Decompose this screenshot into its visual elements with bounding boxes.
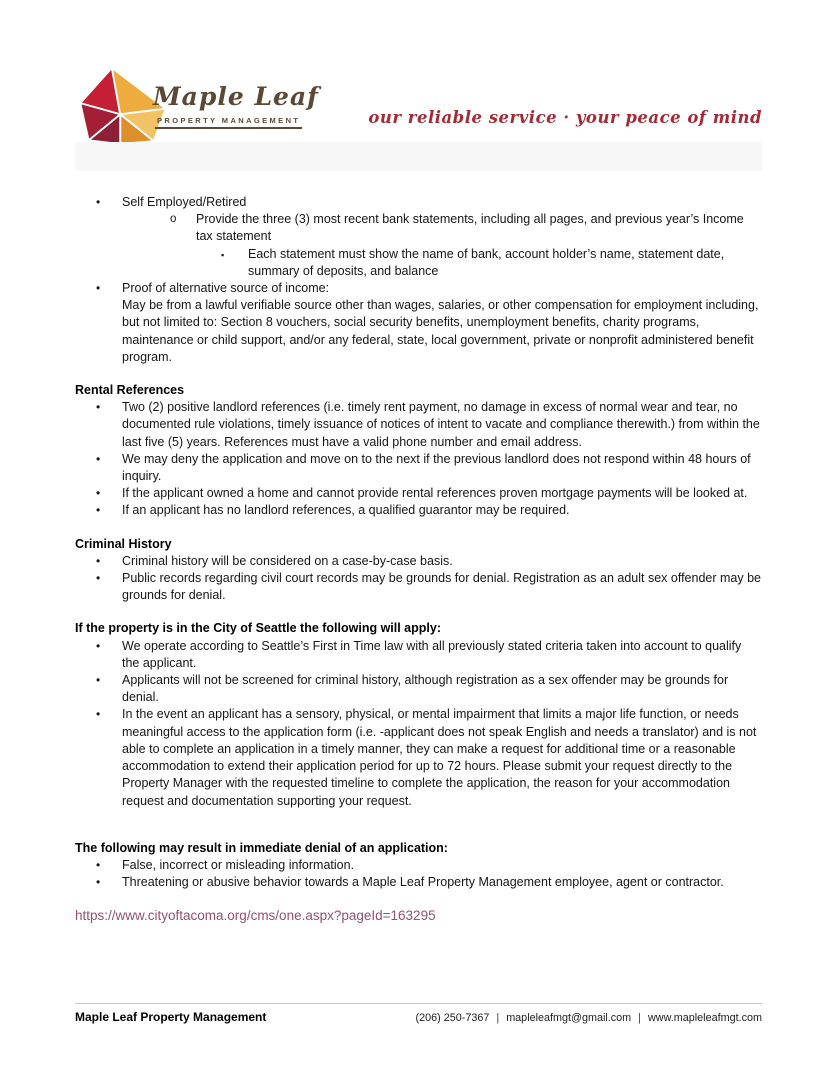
circle-marker-icon: o — [170, 213, 177, 226]
bullet-marker-icon: • — [96, 571, 101, 586]
bullet-marker-icon: • — [96, 707, 101, 722]
item-text: If the applicant owned a home and cannot provide rental references proven mortgage payments will be looked at. — [122, 486, 748, 501]
bullet-marker-icon: • — [96, 673, 101, 688]
paragraph — [75, 297, 762, 366]
brand-name: Maple Leaf — [153, 82, 319, 111]
footer-email: mapleleafmgt@gmail.com — [506, 1012, 632, 1024]
brand-subtitle: PROPERTY MANAGEMENT — [155, 115, 302, 129]
link-row — [75, 907, 762, 925]
footer-phone: (206) 250-7367 — [415, 1012, 490, 1024]
document-section — [75, 382, 762, 520]
list-item — [75, 246, 762, 280]
bullet-marker-icon: • — [96, 638, 101, 653]
item-text: We may deny the application and move on to the next if the previous landlord does not respond within 48 hours of inquiry. — [122, 451, 751, 484]
footer-separator: | — [496, 1012, 500, 1024]
bullet-marker-icon: • — [96, 503, 101, 518]
list-item — [75, 553, 762, 570]
page-header — [0, 0, 835, 180]
cityoftacoma-link[interactable]: https://www.cityoftacoma.org/cms/one.aspx?pageId=163295 — [75, 908, 436, 924]
section-heading: If the property is in the City of Seattle the following will apply: — [75, 621, 441, 636]
item-text: Each statement must show the name of bank, account holder’s name, statement date, summary of deposits, and balance — [248, 246, 725, 278]
list-item — [75, 211, 762, 245]
bullet-marker-icon: • — [96, 195, 101, 209]
footer-separator: | — [638, 1012, 641, 1024]
item-text: Public records regarding civil court records may be grounds for denial. Registration as an adult sex offender may be grounds for denial. — [122, 571, 761, 603]
bullet-marker-icon: • — [96, 875, 101, 890]
item-text: Self Employed/Retired — [122, 195, 247, 209]
sections-host — [75, 194, 762, 891]
footer-contact — [416, 1012, 762, 1024]
section-heading: The following may result in immediate denial of an application: — [75, 840, 448, 855]
item-text: Proof of alternative source of income: — [122, 281, 330, 296]
list-item — [75, 485, 762, 502]
list-item — [75, 399, 762, 451]
bullet-marker-icon: • — [96, 553, 101, 568]
document-body — [75, 194, 762, 926]
brand-lockup — [153, 84, 373, 129]
bullet-marker-icon: • — [96, 857, 101, 872]
section-heading: Rental References — [75, 383, 185, 398]
document-section — [75, 536, 762, 605]
list-item — [75, 194, 762, 211]
header-divider-band — [75, 142, 762, 171]
page-footer — [75, 1003, 762, 1024]
item-text: We operate according to Seattle’s First in Time law with all previously stated criteria taken into account to qualify the applicant. — [122, 638, 742, 670]
item-text: If an applicant has no landlord references, a qualified guarantor may be required. — [122, 503, 570, 518]
bullet-marker-icon: • — [96, 400, 101, 415]
section-heading: Criminal History — [75, 536, 172, 551]
document-section — [75, 620, 762, 809]
list-item — [75, 280, 762, 297]
bullet-marker-icon: • — [96, 281, 101, 296]
footer-company: Maple Leaf Property Management — [75, 1010, 267, 1024]
document-section — [75, 840, 762, 892]
list-item — [75, 502, 762, 519]
list-item — [75, 638, 762, 672]
list-item — [75, 874, 762, 891]
item-text: Applicants will not be screened for criminal history, although registration as a sex offender may be grounds for denial. — [122, 673, 729, 705]
list-item — [75, 570, 762, 604]
item-text: Provide the three (3) most recent bank statements, including all pages, and previous year’s Income tax statement — [196, 212, 744, 244]
list-item — [75, 672, 762, 706]
bullet-marker-icon: • — [96, 451, 101, 466]
item-text: False, incorrect or misleading information. — [122, 857, 355, 872]
bullet-marker-icon: • — [96, 486, 101, 501]
list-item — [75, 451, 762, 485]
square-marker-icon: ▪ — [221, 249, 225, 260]
list-item — [75, 857, 762, 874]
footer-website: www.mapleleafmgt.com — [647, 1012, 762, 1024]
document-section — [75, 194, 762, 366]
list-item — [75, 706, 762, 809]
item-text: Criminal history will be considered on a case-by-case basis. — [122, 553, 453, 568]
item-text: May be from a lawful verifiable source other than wages, salaries, or other compensation for employment including, but not limited to: Section 8 vouchers, social security benefits, unemployment benefits, charity programs, maintenance or child support, and/or any federal, state, local government, private or nonprofit administered benefit program. — [122, 298, 759, 364]
item-text: In the event an applicant has a sensory, physical, or mental impairment that limits a major life function, or needs meaningful access to the application form (i.e. -applicant does not speak English and needs a translator) and is not able to complete an application in a timely manner, they can make a request for additional time or a reasonable accommodation to extend their application period for up to 72 hours. Please submit your request directly to the Property Manager with the requested timeline to complete the application, the reason for your accommodation request and documentation supporting your request. — [122, 707, 757, 808]
item-text: Threatening or abusive behavior towards a Maple Leaf Property Management employee, agent or contractor. — [122, 875, 724, 890]
brand-tagline: our reliable service · your peace of mind — [368, 108, 762, 127]
item-text: Two (2) positive landlord references (i.e. timely rent payment, no damage in excess of normal wear and tear, no documented rule violations, timely issuance of notices of intent to vacate and compliance therewith.) from within the last five (5) years. References must have a valid phone number and email address. — [122, 400, 760, 449]
